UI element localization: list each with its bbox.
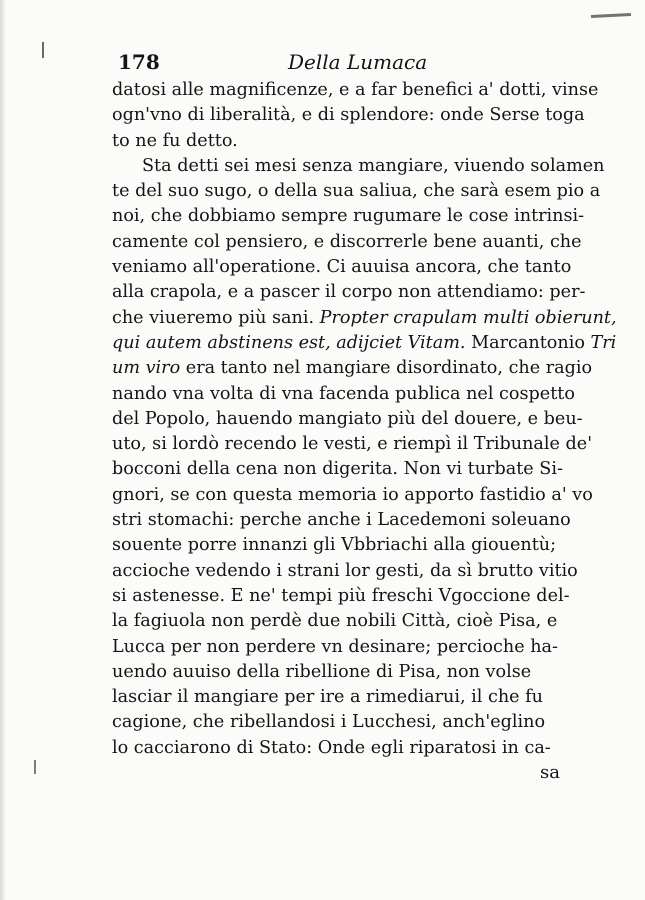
text-line [112,736,582,761]
text-line [112,204,585,229]
italic-quote: Tri [590,332,617,353]
line-text: che viueremo più sani. [112,307,320,328]
text-line [112,685,582,710]
line-text: Lucca per non perdere vn desinare; percioche ha- [112,636,558,657]
text-line [112,255,582,280]
line-text: to ne fu detto. [112,130,238,151]
scan-shadow [0,0,6,900]
line-text: noi, che dobbiamo sempre rugumare le cose intrinsi- [112,206,585,227]
text-line [112,584,582,609]
text-line [112,331,617,356]
text-line [112,78,599,103]
italic-quote: um viro [112,358,181,379]
text-line [112,306,617,331]
catchword: sa [540,762,560,783]
text-line [112,508,582,533]
text-line [112,432,593,457]
text-line [112,103,585,128]
text-line [112,660,582,685]
text-line [112,179,601,204]
line-text: accioche vedendo i strani lor gesti, da sì brutto vitio [112,560,578,581]
text-line [112,457,582,482]
line-text: si astenesse. E ne' tempi più freschi Vgoccione del- [112,585,570,606]
scan-artifact-mark [591,13,631,18]
line-text: nando vna volta di vna facenda publica nel cospetto [112,383,575,404]
text-line [112,533,582,558]
text-line [112,635,582,660]
line-text: gnori, se con questa memoria io apporto fastidio a' vo [112,484,593,505]
italic-quote: Propter crapulam multi obierunt, [319,307,617,328]
line-text: bocconi della cena non digerita. Non vi turbate Si- [112,459,563,480]
line-text: cagione, che ribellandosi i Lucchesi, anch'eglino [112,712,546,733]
text-line [112,559,582,584]
line-text: Marcantonio [465,332,591,353]
line-text: del Popolo, hauendo mangiato più del douere, e beu- [112,408,583,429]
text-line [112,609,582,634]
italic-quote: qui autem abstinens est, adijciet Vitam. [112,332,466,353]
line-text: ogn'vno di liberalità, e di splendore: onde Serse toga [112,105,585,126]
line-text: uendo auuiso della ribellione di Pisa, non volse [112,661,532,682]
text-line [112,356,593,381]
line-text: datosi alle magnificenze, e a far benefici a' dotti, vinse [112,80,599,100]
line-text: souente porre innanzi gli Vbbriachi alla giouentù; [112,535,557,556]
text-line [112,154,605,179]
text-line [112,407,582,432]
line-text: era tanto nel mangiare disordinato, che ragio [180,358,593,379]
text-line [112,230,582,255]
text-line [112,280,586,305]
text-line [112,382,582,407]
line-text: Sta detti sei mesi senza mangiare, viuendo solamen [142,155,605,176]
line-text: stri stomachi: perche anche i Lacedemoni soleuano [112,510,571,531]
page-number: 178 [118,50,160,74]
text-line [112,483,593,508]
line-text: te del suo sugo, o della sua saliua, che sarà esem pio a [112,181,601,202]
scan-artifact-mark [34,760,36,774]
line-text: lo cacciarono di Stato: Onde egli riparatosi in ca- [112,737,551,758]
line-text: la fagiuola non perdè due nobili Città, cioè Pisa, e [112,611,558,632]
line-text: uto, si lordò recendo le vesti, e riempì il Tribunale de' [112,434,593,455]
page-header [118,50,538,80]
text-line [112,710,582,735]
line-text: camente col pensiero, e discorrerle bene auanti, che [112,231,582,252]
line-text: veniamo all'operatione. Ci auuisa ancora, che tanto [112,257,572,278]
line-text: lasciar il mangiare per ire a rimediarui, il che fu [112,687,544,708]
body-text [112,78,617,761]
text-line [112,129,582,154]
running-title: Della Lumaca [288,50,428,74]
scan-artifact-mark [42,42,44,58]
line-text: alla crapola, e a pascer il corpo non attendiamo: per- [112,282,586,303]
